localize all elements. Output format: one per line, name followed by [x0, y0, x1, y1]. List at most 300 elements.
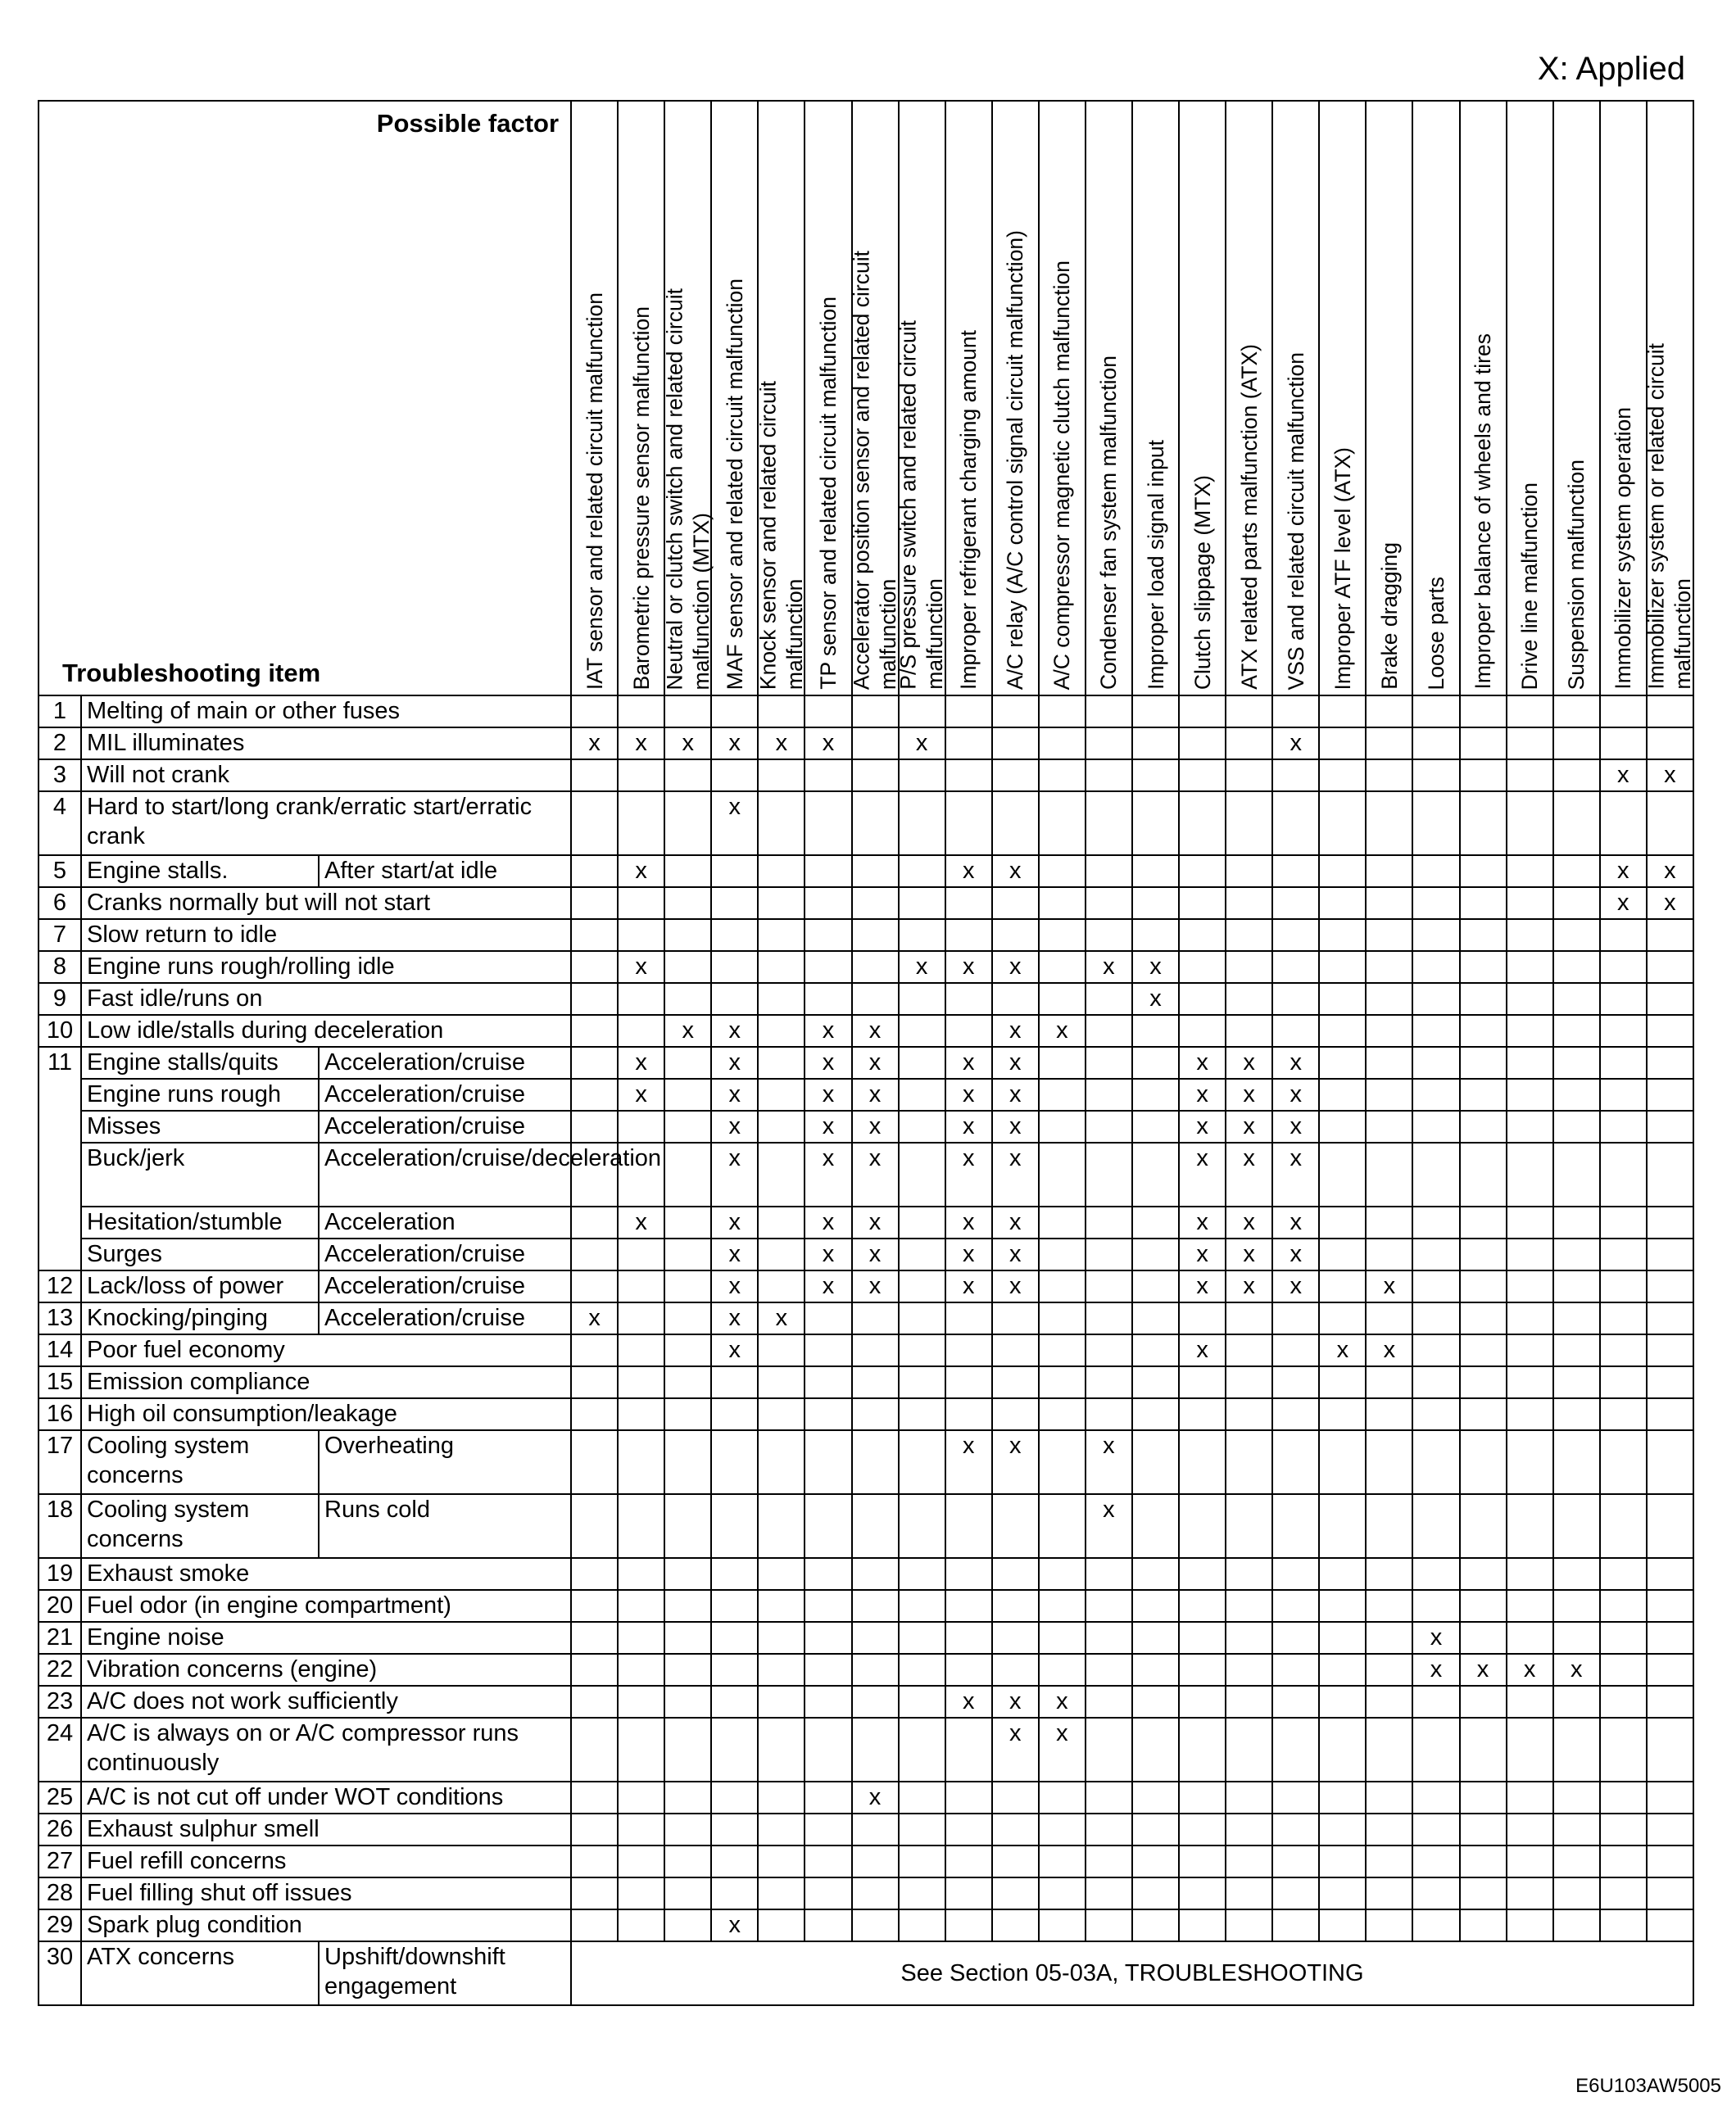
matrix-cell [618, 695, 664, 727]
matrix-cell [852, 1846, 899, 1877]
matrix-cell [711, 1718, 758, 1782]
matrix-cell [1366, 1558, 1412, 1590]
applied-mark: x [992, 855, 1039, 887]
matrix-cell [805, 919, 851, 951]
item-text: Fast idle/runs on [81, 983, 571, 1015]
matrix-cell [758, 695, 805, 727]
matrix-cell [1600, 1654, 1647, 1686]
matrix-cell [664, 1814, 711, 1846]
matrix-cell [1553, 1366, 1600, 1398]
matrix-cell [1647, 1270, 1693, 1302]
matrix-cell [1319, 951, 1366, 983]
matrix-cell [1039, 1590, 1086, 1622]
matrix-cell [1132, 695, 1179, 727]
factor-column-header [805, 101, 851, 695]
applied-mark: x [945, 1686, 992, 1718]
matrix-cell [711, 919, 758, 951]
applied-mark: x [711, 1079, 758, 1111]
matrix-cell [1412, 695, 1459, 727]
item-text: Misses [81, 1111, 319, 1143]
matrix-cell [805, 1398, 851, 1430]
matrix-cell [1319, 1846, 1366, 1877]
possible-factor-label: Possible factor [376, 109, 560, 138]
factor-label [955, 330, 981, 690]
matrix-cell [1460, 791, 1507, 855]
matrix-cell [1553, 1302, 1600, 1334]
matrix-cell [899, 1430, 945, 1494]
matrix-cell [571, 919, 618, 951]
matrix-cell [1460, 1622, 1507, 1654]
item-text: Hard to start/long crank/erratic start/erratic crank [81, 791, 571, 855]
matrix-cell [1647, 1015, 1693, 1047]
matrix-cell [805, 1654, 851, 1686]
matrix-cell [1647, 1494, 1693, 1558]
item-number: 10 [39, 1015, 81, 1047]
matrix-cell [1507, 1302, 1553, 1334]
matrix-cell [945, 887, 992, 919]
factor-label [722, 279, 748, 690]
item-condition: Acceleration/cruise [319, 1079, 571, 1111]
factor-label-line: Clutch slippage (MTX) [1190, 474, 1215, 690]
matrix-cell [711, 695, 758, 727]
item-number: 8 [39, 951, 81, 983]
applied-mark: x [852, 1015, 899, 1047]
matrix-cell [805, 1718, 851, 1782]
matrix-cell [1647, 695, 1693, 727]
item-number: 3 [39, 759, 81, 791]
applied-mark: x [711, 727, 758, 759]
matrix-cell [1507, 1047, 1553, 1079]
matrix-cell [1412, 887, 1459, 919]
matrix-cell [1272, 1302, 1319, 1334]
applied-mark: x [1272, 1079, 1319, 1111]
applied-mark: x [711, 1207, 758, 1239]
item-number: 20 [39, 1590, 81, 1622]
item-text: Engine stalls/quits [81, 1047, 319, 1079]
matrix-cell [1132, 759, 1179, 791]
matrix-cell [1460, 1846, 1507, 1877]
applied-mark: x [1086, 1494, 1132, 1558]
applied-mark: x [945, 1207, 992, 1239]
applied-mark: x [852, 1207, 899, 1239]
matrix-cell [1507, 1015, 1553, 1047]
matrix-cell [664, 1909, 711, 1941]
applied-mark: x [1460, 1654, 1507, 1686]
applied-mark: x [618, 951, 664, 983]
matrix-cell [852, 1654, 899, 1686]
item-number: 14 [39, 1334, 81, 1366]
applied-mark: x [1319, 1334, 1366, 1366]
matrix-cell [1647, 1782, 1693, 1814]
matrix-cell [852, 1430, 899, 1494]
matrix-cell [1132, 1686, 1179, 1718]
matrix-cell [1179, 887, 1226, 919]
item-condition: Acceleration/cruise/deceleration [319, 1143, 571, 1207]
matrix-cell [1132, 1079, 1179, 1111]
matrix-cell [992, 1622, 1039, 1654]
matrix-cell [1039, 1654, 1086, 1686]
item-text: Will not crank [81, 759, 571, 791]
matrix-cell [664, 1430, 711, 1494]
matrix-cell [1460, 1366, 1507, 1398]
matrix-cell [1319, 1782, 1366, 1814]
matrix-cell [1319, 1366, 1366, 1398]
matrix-cell [1600, 1334, 1647, 1366]
matrix-cell [1460, 1270, 1507, 1302]
matrix-cell [1272, 855, 1319, 887]
matrix-cell [711, 855, 758, 887]
matrix-cell [1039, 919, 1086, 951]
matrix-cell [1086, 1686, 1132, 1718]
matrix-cell [1553, 1430, 1600, 1494]
matrix-cell [899, 759, 945, 791]
applied-mark: x [992, 951, 1039, 983]
matrix-cell [1132, 887, 1179, 919]
matrix-cell [571, 1079, 618, 1111]
matrix-cell [1319, 1718, 1366, 1782]
matrix-cell [1507, 1846, 1553, 1877]
matrix-cell [852, 1622, 899, 1654]
matrix-cell [945, 1654, 992, 1686]
matrix-cell [1179, 1494, 1226, 1558]
matrix-cell [1132, 1334, 1179, 1366]
matrix-cell [1226, 919, 1272, 951]
applied-mark: x [664, 727, 711, 759]
applied-mark: x [711, 1015, 758, 1047]
applied-mark: x [1179, 1079, 1226, 1111]
factor-label-line: Improper refrigerant charging amount [956, 330, 981, 690]
applied-mark: x [945, 1079, 992, 1111]
matrix-cell [1179, 1398, 1226, 1430]
matrix-cell [1319, 1079, 1366, 1111]
matrix-cell [899, 1270, 945, 1302]
matrix-cell [1600, 1558, 1647, 1590]
matrix-cell [1460, 1782, 1507, 1814]
matrix-cell [1553, 1207, 1600, 1239]
matrix-cell [1132, 919, 1179, 951]
matrix-cell [1460, 1814, 1507, 1846]
legend-applied: X: Applied [1537, 51, 1685, 87]
matrix-cell [1086, 1334, 1132, 1366]
matrix-cell [1319, 1558, 1366, 1590]
applied-mark: x [1272, 1270, 1319, 1302]
matrix-cell [1272, 1654, 1319, 1686]
matrix-cell [1460, 1207, 1507, 1239]
matrix-cell [1412, 1398, 1459, 1430]
matrix-cell [758, 855, 805, 887]
matrix-cell [1647, 1558, 1693, 1590]
matrix-cell [618, 1239, 664, 1270]
matrix-cell [571, 1334, 618, 1366]
matrix-cell [1507, 1143, 1553, 1207]
matrix-cell [1647, 1430, 1693, 1494]
matrix-cell [664, 1111, 711, 1143]
matrix-cell [664, 1334, 711, 1366]
table-row [39, 1047, 1693, 1079]
factor-label-line: Condenser fan system malfunction [1096, 355, 1122, 690]
matrix-cell [1553, 1558, 1600, 1590]
matrix-cell [1179, 1686, 1226, 1718]
matrix-cell [1132, 1494, 1179, 1558]
applied-mark: x [992, 1079, 1039, 1111]
matrix-cell [852, 983, 899, 1015]
matrix-cell [852, 695, 899, 727]
table-row [39, 1207, 1693, 1239]
table-row [39, 1015, 1693, 1047]
applied-mark: x [945, 1430, 992, 1494]
matrix-cell [618, 1877, 664, 1909]
factor-label-line: Brake dragging [1376, 542, 1402, 690]
applied-mark: x [805, 1270, 851, 1302]
matrix-cell [852, 1398, 899, 1430]
matrix-cell [1412, 1590, 1459, 1622]
matrix-cell [1412, 1302, 1459, 1334]
factor-label [1516, 482, 1543, 690]
matrix-cell [805, 1846, 851, 1877]
matrix-cell [1507, 1079, 1553, 1111]
matrix-cell [992, 1334, 1039, 1366]
matrix-cell [1132, 1622, 1179, 1654]
matrix-cell [1226, 1686, 1272, 1718]
factor-label-line: Loose parts [1423, 576, 1448, 690]
applied-mark: x [1272, 1047, 1319, 1079]
matrix-cell [1179, 919, 1226, 951]
matrix-cell [1553, 887, 1600, 919]
matrix-cell [1179, 695, 1226, 727]
matrix-cell [1272, 1430, 1319, 1494]
applied-mark: x [899, 951, 945, 983]
item-text: Surges [81, 1239, 319, 1270]
matrix-cell [1132, 727, 1179, 759]
matrix-cell [758, 1877, 805, 1909]
applied-mark: x [1366, 1334, 1412, 1366]
applied-mark: x [992, 1207, 1039, 1239]
factor-column-header [1179, 101, 1226, 695]
applied-mark: x [945, 855, 992, 887]
matrix-cell [758, 1590, 805, 1622]
matrix-cell [1179, 727, 1226, 759]
matrix-cell [1600, 1622, 1647, 1654]
matrix-cell [664, 983, 711, 1015]
matrix-cell [1647, 1909, 1693, 1941]
matrix-cell [571, 1047, 618, 1079]
matrix-cell [1272, 759, 1319, 791]
factor-column-header [711, 101, 758, 695]
matrix-cell [1507, 887, 1553, 919]
matrix-cell [1039, 1302, 1086, 1334]
matrix-cell [852, 791, 899, 855]
matrix-cell [571, 887, 618, 919]
matrix-cell [1553, 1846, 1600, 1877]
applied-mark: x [1412, 1654, 1459, 1686]
matrix-cell [899, 695, 945, 727]
item-number: 5 [39, 855, 81, 887]
factor-label [1563, 460, 1589, 690]
matrix-cell [1600, 1015, 1647, 1047]
item-number: 17 [39, 1430, 81, 1494]
item-text: Buck/jerk [81, 1143, 319, 1207]
matrix-cell [1272, 1846, 1319, 1877]
item-number: 4 [39, 791, 81, 855]
matrix-cell [1507, 1207, 1553, 1239]
matrix-cell [711, 1622, 758, 1654]
matrix-cell [805, 1622, 851, 1654]
matrix-cell [1319, 1302, 1366, 1334]
matrix-cell [711, 887, 758, 919]
matrix-cell [1507, 1366, 1553, 1398]
matrix-cell [758, 1430, 805, 1494]
applied-mark: x [1647, 855, 1693, 887]
table-row [39, 1877, 1693, 1909]
matrix-cell [899, 1047, 945, 1079]
matrix-cell [1319, 1877, 1366, 1909]
factor-column-header [1553, 101, 1600, 695]
matrix-cell [758, 1047, 805, 1079]
matrix-cell [1179, 759, 1226, 791]
matrix-cell [758, 1654, 805, 1686]
factor-label [1610, 407, 1636, 690]
matrix-cell [899, 1143, 945, 1207]
factor-column-header [945, 101, 992, 695]
applied-mark: x [1039, 1015, 1086, 1047]
item-text: Slow return to idle [81, 919, 571, 951]
matrix-cell [1647, 727, 1693, 759]
matrix-cell [945, 1814, 992, 1846]
matrix-cell [1553, 1877, 1600, 1909]
matrix-cell [852, 1718, 899, 1782]
corner-cell [39, 101, 571, 695]
matrix-cell [1086, 791, 1132, 855]
matrix-cell [1319, 1207, 1366, 1239]
applied-mark: x [992, 1143, 1039, 1207]
matrix-cell [852, 1494, 899, 1558]
matrix-cell [618, 1718, 664, 1782]
matrix-cell [1600, 1877, 1647, 1909]
item-text: A/C is not cut off under WOT conditions [81, 1782, 571, 1814]
matrix-cell [1647, 951, 1693, 983]
matrix-cell [711, 951, 758, 983]
matrix-cell [1319, 1047, 1366, 1079]
factor-label-line: malfunction [876, 578, 901, 690]
matrix-cell [571, 1909, 618, 1941]
matrix-cell [852, 1686, 899, 1718]
matrix-cell [1086, 1079, 1132, 1111]
item-condition: Acceleration/cruise [319, 1239, 571, 1270]
matrix-cell [758, 1909, 805, 1941]
matrix-cell [571, 695, 618, 727]
matrix-cell [992, 727, 1039, 759]
matrix-cell [1086, 1814, 1132, 1846]
matrix-cell [1319, 727, 1366, 759]
matrix-cell [1319, 1015, 1366, 1047]
matrix-cell [1366, 1877, 1412, 1909]
matrix-cell [618, 1909, 664, 1941]
matrix-cell [758, 1143, 805, 1207]
matrix-cell [899, 919, 945, 951]
applied-mark: x [852, 1047, 899, 1079]
troubleshooting-item-label: Troubleshooting item [62, 659, 321, 688]
matrix-cell [1039, 791, 1086, 855]
matrix-cell [618, 1622, 664, 1654]
matrix-cell [1553, 1239, 1600, 1270]
matrix-cell [1179, 791, 1226, 855]
matrix-cell [1039, 1366, 1086, 1398]
matrix-cell [1553, 1143, 1600, 1207]
matrix-cell [1412, 1047, 1459, 1079]
applied-mark: x [1179, 1239, 1226, 1270]
matrix-cell [1086, 1143, 1132, 1207]
matrix-cell [1226, 791, 1272, 855]
matrix-cell [1179, 1909, 1226, 1941]
matrix-cell [1272, 1558, 1319, 1590]
applied-mark: x [1179, 1111, 1226, 1143]
matrix-cell [1039, 983, 1086, 1015]
item-text: Exhaust smoke [81, 1558, 571, 1590]
matrix-cell [1647, 1207, 1693, 1239]
factor-label-line: IAT sensor and related circuit malfunction [582, 292, 607, 690]
applied-mark: x [992, 1270, 1039, 1302]
applied-mark: x [992, 1430, 1039, 1494]
applied-mark: x [1647, 887, 1693, 919]
matrix-cell [1600, 919, 1647, 951]
matrix-cell [1412, 791, 1459, 855]
matrix-cell [805, 1590, 851, 1622]
applied-mark: x [992, 1686, 1039, 1718]
matrix-cell [711, 1877, 758, 1909]
matrix-cell [1179, 855, 1226, 887]
item-number: 1 [39, 695, 81, 727]
matrix-cell [1272, 983, 1319, 1015]
matrix-cell [899, 1590, 945, 1622]
matrix-cell [1366, 695, 1412, 727]
matrix-cell [664, 919, 711, 951]
matrix-cell [1086, 1718, 1132, 1782]
matrix-cell [1600, 1782, 1647, 1814]
matrix-cell [758, 1814, 805, 1846]
matrix-cell [852, 1877, 899, 1909]
matrix-cell [1039, 855, 1086, 887]
item-text: Fuel refill concerns [81, 1846, 571, 1877]
matrix-cell [852, 727, 899, 759]
matrix-cell [1319, 1654, 1366, 1686]
matrix-cell [852, 1558, 899, 1590]
matrix-cell [992, 1302, 1039, 1334]
applied-mark: x [805, 1239, 851, 1270]
matrix-cell [664, 1207, 711, 1239]
item-text: Exhaust sulphur smell [81, 1814, 571, 1846]
matrix-cell [945, 1558, 992, 1590]
matrix-cell [1039, 1909, 1086, 1941]
matrix-cell [1600, 791, 1647, 855]
applied-mark: x [1132, 983, 1179, 1015]
matrix-cell [899, 1015, 945, 1047]
matrix-cell [1086, 1111, 1132, 1143]
matrix-cell [1319, 855, 1366, 887]
matrix-cell [1366, 727, 1412, 759]
matrix-cell [992, 1366, 1039, 1398]
applied-mark: x [1179, 1047, 1226, 1079]
factor-label-line: Knock sensor and related circuit [755, 380, 781, 690]
matrix-cell [1086, 1302, 1132, 1334]
matrix-cell [805, 791, 851, 855]
item-text: Cranks normally but will not start [81, 887, 571, 919]
matrix-cell [711, 1782, 758, 1814]
factor-label [628, 306, 654, 690]
factor-column-header [1507, 101, 1553, 695]
matrix-cell [1647, 1654, 1693, 1686]
factor-label-line: malfunction [1670, 578, 1696, 690]
matrix-cell [1553, 1334, 1600, 1366]
